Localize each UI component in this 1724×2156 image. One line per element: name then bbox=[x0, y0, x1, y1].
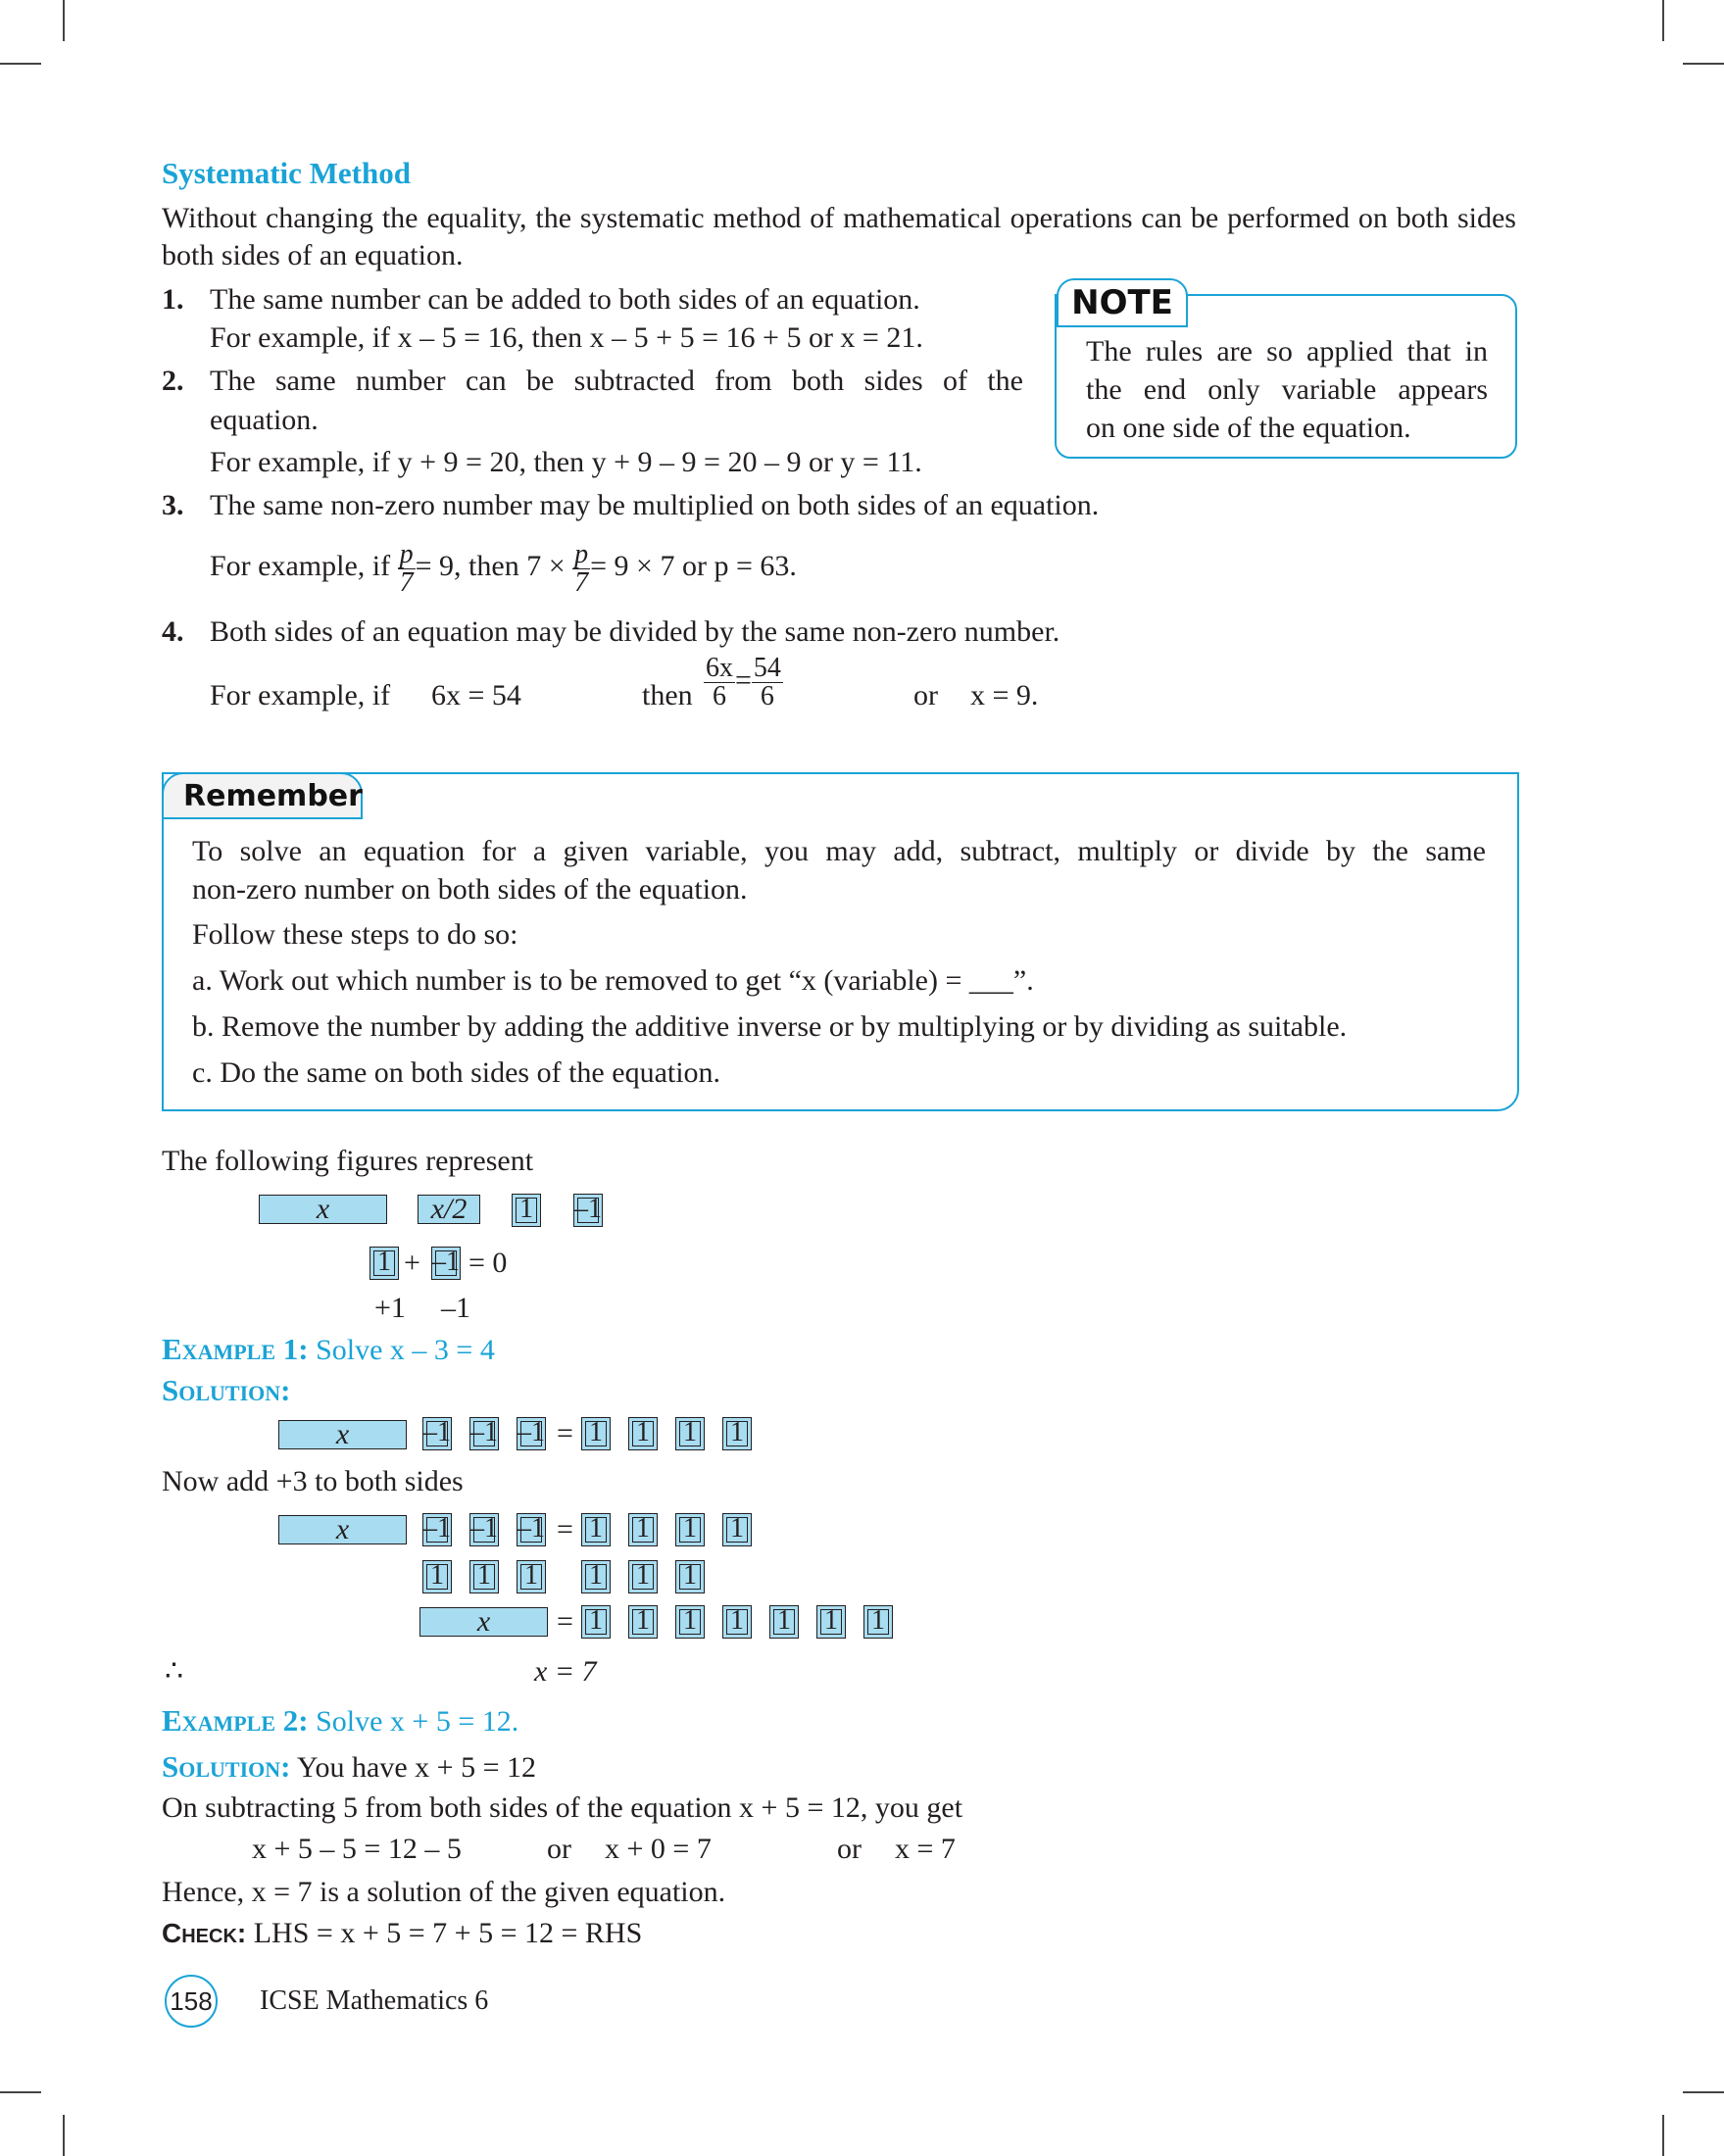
example-2-solution bbox=[162, 1748, 536, 1787]
one-tile: 1 bbox=[369, 1247, 399, 1280]
rule-4-fractions bbox=[704, 655, 783, 710]
add-three-text: Now add +3 to both sides bbox=[162, 1465, 464, 1497]
x-tile: x bbox=[259, 1195, 387, 1224]
rule-4-example-eq: 6x = 54 bbox=[431, 679, 521, 711]
remember-para-2: Follow these steps to do so: bbox=[192, 918, 518, 951]
equals-sign: = bbox=[557, 1417, 573, 1449]
fraction-p-over-7 bbox=[398, 538, 416, 598]
example-1-solution-label: Solution: bbox=[162, 1373, 291, 1407]
one-tile: 1 bbox=[517, 1560, 546, 1593]
example-2-label: Example 2: bbox=[162, 1703, 309, 1738]
example-2-check bbox=[162, 1915, 642, 1952]
equals-sign: = bbox=[557, 1605, 573, 1638]
one-tile: 1 bbox=[581, 1417, 611, 1450]
crop-mark bbox=[0, 2091, 41, 2093]
rule-4-text: Both sides of an equation may be divided by the same non-zero number. bbox=[210, 615, 1060, 648]
x-half-tile: x/2 bbox=[418, 1195, 480, 1224]
one-tile: 1 bbox=[581, 1605, 611, 1639]
crop-mark bbox=[1683, 63, 1724, 65]
rule-3-text: The same non-zero number may be multiplied on both sides of an equation. bbox=[210, 489, 1100, 521]
label-positive-one: +1 bbox=[374, 1292, 406, 1324]
rule-1-text: The same number can be added to both sides of an equation. bbox=[210, 283, 920, 316]
crop-mark bbox=[1662, 2115, 1664, 2156]
rule-4-example-then: then bbox=[642, 679, 693, 711]
example-2-solution-label: Solution: bbox=[162, 1749, 291, 1784]
equals-sign: = bbox=[735, 663, 752, 697]
rule-1-example: For example, if x – 5 = 16, then x – 5 + 5 = 16 + 5 or x = 21. bbox=[210, 321, 923, 354]
rule-1-number: 1. bbox=[162, 283, 184, 316]
intro-text-line2: both sides of an equation. bbox=[162, 239, 464, 271]
neg-one-tile: –1 bbox=[469, 1417, 499, 1450]
neg-one-tile: –1 bbox=[517, 1513, 546, 1546]
example-1-header bbox=[162, 1331, 495, 1369]
one-tile: 1 bbox=[863, 1605, 893, 1639]
one-tile: 1 bbox=[722, 1417, 752, 1450]
one-tile: 1 bbox=[628, 1605, 658, 1639]
intro-text-content: Without changing the equality, the systematic method of mathematical operations can be performed on both sides bbox=[162, 202, 1516, 234]
page-number: 158 bbox=[165, 1975, 218, 2028]
note-line-1: The rules are so applied that in bbox=[1086, 335, 1488, 368]
example-1-label: Example 1: bbox=[162, 1332, 309, 1366]
one-tile: 1 bbox=[512, 1194, 541, 1227]
figures-intro: The following figures represent bbox=[162, 1145, 534, 1177]
crop-mark bbox=[63, 0, 65, 41]
one-tile: 1 bbox=[722, 1513, 752, 1546]
rule-2-text-b: equation. bbox=[210, 404, 319, 436]
example-2-line-1: On subtracting 5 from both sides of the equation x + 5 = 12, you get bbox=[162, 1791, 963, 1824]
x-tile: x bbox=[278, 1515, 407, 1544]
fraction-denominator: 7 bbox=[399, 566, 414, 598]
note-title: NOTE bbox=[1057, 278, 1188, 327]
example-2-header bbox=[162, 1702, 518, 1740]
example-2-step-2: x + 0 = 7 bbox=[605, 1833, 712, 1865]
neg-one-tile: –1 bbox=[469, 1513, 499, 1546]
rule-4-example-result: x = 9. bbox=[970, 679, 1039, 711]
one-tile: 1 bbox=[675, 1605, 705, 1639]
remember-step-c: c. Do the same on both sides of the equation. bbox=[192, 1056, 721, 1089]
fraction-denominator: 7 bbox=[574, 566, 589, 598]
fraction-numerator: p bbox=[399, 538, 414, 569]
rule-4-example-a: For example, if bbox=[210, 679, 391, 711]
one-tile: 1 bbox=[628, 1560, 658, 1593]
rule-4-example-or: or bbox=[913, 679, 938, 711]
example-2-or-1: or bbox=[547, 1833, 571, 1865]
fraction-denominator: 6 bbox=[713, 681, 726, 711]
one-tile: 1 bbox=[628, 1513, 658, 1546]
remember-para-1: To solve an equation for a given variable, you may add, subtract, multiply or divide by the same bbox=[192, 835, 1486, 867]
rule-3-example-b: = 9, then 7 × bbox=[415, 550, 566, 582]
one-tile: 1 bbox=[816, 1605, 846, 1639]
fraction-numerator: p bbox=[574, 538, 589, 569]
crop-mark bbox=[63, 2115, 65, 2156]
fraction-numerator: 54 bbox=[753, 653, 781, 683]
example-2-step-3: x = 7 bbox=[895, 1833, 956, 1865]
example-1-text: Solve x – 3 = 4 bbox=[316, 1334, 495, 1366]
book-title: ICSE Mathematics 6 bbox=[260, 1985, 489, 2016]
rule-3-example bbox=[210, 537, 797, 597]
rule-3-example-a: For example, if bbox=[210, 550, 391, 582]
check-label: Check: bbox=[162, 1918, 247, 1948]
plus-sign: + bbox=[404, 1247, 420, 1279]
label-negative-one: –1 bbox=[441, 1292, 470, 1324]
one-tile: 1 bbox=[675, 1560, 705, 1593]
one-tile: 1 bbox=[628, 1417, 658, 1450]
one-tile: 1 bbox=[422, 1560, 452, 1593]
one-tile: 1 bbox=[581, 1560, 611, 1593]
rule-2-number: 2. bbox=[162, 365, 184, 397]
equals-zero: = 0 bbox=[468, 1247, 508, 1279]
fraction-p-over-7 bbox=[572, 538, 590, 598]
fraction-6x-over-6 bbox=[704, 655, 735, 710]
remember-title: Remember bbox=[162, 772, 363, 819]
rule-2-text: The same number can be subtracted from both sides of the bbox=[210, 365, 1023, 397]
check-text: LHS = x + 5 = 7 + 5 = 12 = RHS bbox=[253, 1917, 643, 1949]
rule-3-example-c: = 9 × 7 or p = 63. bbox=[590, 550, 797, 582]
one-tile: 1 bbox=[675, 1513, 705, 1546]
one-tile: 1 bbox=[722, 1605, 752, 1639]
remember-para-1b: non-zero number on both sides of the equation. bbox=[192, 873, 748, 906]
crop-mark bbox=[1662, 0, 1664, 41]
x-tile: x bbox=[278, 1420, 407, 1449]
one-tile: 1 bbox=[675, 1417, 705, 1450]
section-heading: Systematic Method bbox=[162, 156, 411, 190]
note-line-2: the end only variable appears bbox=[1086, 373, 1488, 406]
neg-one-tile: –1 bbox=[573, 1194, 603, 1227]
example-2-or-2: or bbox=[837, 1833, 862, 1865]
intro-text bbox=[162, 200, 1516, 237]
one-tile: 1 bbox=[581, 1513, 611, 1546]
note-line-3: on one side of the equation. bbox=[1086, 412, 1411, 444]
example-2-step-1: x + 5 – 5 = 12 – 5 bbox=[252, 1833, 462, 1865]
remember-step-b: b. Remove the number by adding the additive inverse or by multiplying or by dividing as suitable. bbox=[192, 1010, 1348, 1043]
example-2-hence: Hence, x = 7 is a solution of the given equation. bbox=[162, 1876, 726, 1908]
rule-3-number: 3. bbox=[162, 489, 184, 521]
neg-one-tile: –1 bbox=[517, 1417, 546, 1450]
crop-mark bbox=[1683, 2091, 1724, 2093]
neg-one-tile: –1 bbox=[422, 1513, 452, 1546]
one-tile: 1 bbox=[469, 1560, 499, 1593]
fraction-54-over-6 bbox=[752, 655, 783, 710]
equals-sign: = bbox=[557, 1513, 573, 1545]
crop-mark bbox=[0, 63, 41, 65]
neg-one-tile: –1 bbox=[431, 1247, 461, 1280]
neg-one-tile: –1 bbox=[422, 1417, 452, 1450]
fraction-denominator: 6 bbox=[760, 681, 774, 711]
rule-2-example: For example, if y + 9 = 20, then y + 9 – 9 = 20 – 9 or y = 11. bbox=[210, 446, 922, 478]
example-1-result: x = 7 bbox=[534, 1655, 597, 1688]
fraction-numerator: 6x bbox=[706, 653, 733, 683]
rule-4-number: 4. bbox=[162, 615, 184, 648]
example-2-text: Solve x + 5 = 12. bbox=[316, 1705, 519, 1738]
example-2-solution-text: You have x + 5 = 12 bbox=[296, 1751, 537, 1784]
x-tile: x bbox=[419, 1607, 548, 1637]
one-tile: 1 bbox=[769, 1605, 799, 1639]
therefore-symbol: ∴ bbox=[165, 1655, 184, 1688]
remember-step-a: a. Work out which number is to be removed to get “x (variable) = ___”. bbox=[192, 964, 1034, 997]
